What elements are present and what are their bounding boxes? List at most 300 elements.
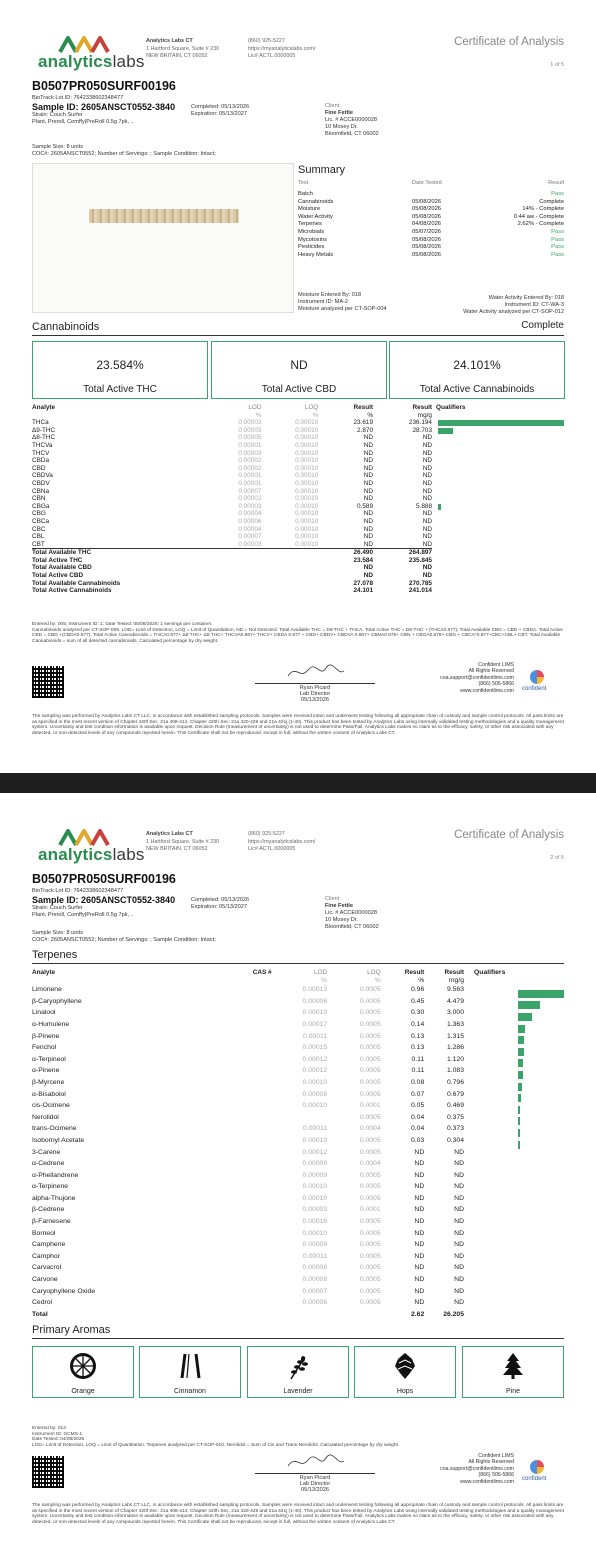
total-mg: ND: [422, 572, 432, 580]
moisture-info: [298, 292, 387, 313]
pine-icon: [498, 1351, 528, 1381]
cas-value: [220, 1262, 272, 1274]
client-name: Fine Fettle: [325, 110, 353, 116]
lod-value: 0.00010: [302, 1229, 328, 1237]
col-loq: LOQ: [304, 404, 319, 411]
analyte-name: THCa: [32, 419, 49, 427]
lod-value: 0.00006: [302, 1299, 328, 1307]
analyte-name: Limonene: [32, 986, 62, 994]
completed-date: Completed: 05/13/2026: [191, 104, 250, 110]
lod-value: 0.00010: [302, 1078, 328, 1086]
lod-value: 0.00004: [238, 525, 262, 533]
cas-value: [220, 1019, 272, 1031]
cas-value: [220, 1135, 272, 1147]
lod-value: 0.00003: [238, 449, 262, 457]
total-mg: ND: [422, 564, 432, 572]
confident-brand: confident: [522, 1476, 547, 1482]
analyte-name: CBNa: [32, 487, 50, 495]
analyte-name: Carvone: [32, 1276, 58, 1284]
qualifier-bar: [438, 428, 453, 434]
result-mg: ND: [454, 1160, 464, 1168]
lab-url[interactable]: https://myanalyticslabs.com/: [248, 838, 316, 845]
loq-value: 0.0004: [359, 1160, 381, 1168]
coc-info: COC#: 2605ANSCT0552; Number of Servings: ; Sample Condition: Intact;: [32, 937, 216, 943]
terpene-row: [32, 1274, 464, 1286]
cas-value: [220, 1065, 272, 1077]
confident-line1: Confident LIMS: [478, 662, 514, 668]
confident-phone: (866) 506-5866: [478, 681, 514, 688]
loq-value: 0.0005: [359, 1009, 381, 1017]
lod-value: 0.00010: [302, 1183, 328, 1191]
signature-block: [255, 685, 375, 703]
terpene-row: [32, 984, 464, 996]
wa-entered-by: Water Activity Entered By: 018: [488, 295, 564, 301]
total-pct: 2.62: [411, 1310, 425, 1318]
total-mg: 241.014: [408, 587, 432, 595]
lab-address1: 1 Hartford Square, Suite # 230: [146, 45, 220, 52]
client-city: Bloomfield, CT 06002: [325, 131, 379, 137]
result-pct: 0.11: [411, 1055, 425, 1063]
result-mg: ND: [454, 1299, 464, 1307]
confident-lims-block: [440, 1453, 514, 1485]
result-pct: ND: [414, 1276, 425, 1284]
cannabinoids-title: Cannabinoids: [32, 321, 100, 333]
result-pct: ND: [363, 479, 374, 487]
sample-info: [32, 95, 332, 126]
summary-row: [298, 191, 564, 199]
client-block: [325, 103, 379, 138]
cannabinoids-status: Complete: [521, 320, 564, 331]
lod-value: 0.00003: [238, 426, 262, 434]
summary-row: [298, 199, 564, 207]
cannabinoids-header-row: [32, 404, 432, 412]
total-mg: 26.205: [443, 1310, 464, 1318]
page-number: 2 of 5: [550, 855, 564, 861]
result-pct: 0.07: [411, 1090, 425, 1098]
confident-phone: (866) 506-5866: [478, 1472, 514, 1479]
cas-value: [220, 1286, 272, 1298]
client-label: Client: [325, 103, 340, 109]
loq-value: 0.00010: [295, 441, 319, 449]
aromas-divider: [32, 1338, 564, 1339]
summary-col-date: Date Tested: [412, 180, 442, 186]
loq-value: 0.0001: [359, 1206, 381, 1214]
confident-email[interactable]: coa.support@confidentlims.com: [440, 1465, 514, 1472]
result-mg: 1.315: [446, 1032, 464, 1040]
aroma-pine-label: Pine: [505, 1388, 520, 1395]
analyte-name: Δ9-THC: [32, 426, 56, 434]
terpenes-unit-row: [32, 977, 464, 985]
result-pct: 0.08: [411, 1078, 425, 1086]
confident-line1: Confident LIMS: [478, 1453, 514, 1459]
lab-address: [146, 831, 219, 854]
result-pct: ND: [363, 540, 374, 548]
loq-value: 0.0005: [359, 1055, 381, 1063]
qualifier-bar: [438, 504, 441, 510]
summary-date: 05/08/2026: [412, 213, 442, 220]
summary-result: Complete: [539, 198, 564, 205]
cas-value: [220, 1297, 272, 1309]
terpene-row: [32, 996, 464, 1008]
result-pct: 0.05: [411, 1102, 425, 1110]
result-pct: ND: [414, 1218, 425, 1226]
cas-value: [220, 1089, 272, 1101]
loq-value: 0.0005: [359, 1287, 381, 1295]
analyte-name: β-Pinene: [32, 1032, 60, 1040]
summary-result: Pass: [551, 228, 564, 235]
summary-result: Pass: [551, 236, 564, 243]
signer-name: Ryan Picard: [299, 685, 331, 691]
loq-value: 0.0005: [359, 1299, 381, 1307]
logo-text: analyticslabs: [38, 845, 145, 864]
result-mg: 1.286: [446, 1044, 464, 1052]
analyte-name: CBC: [32, 525, 46, 533]
lod-value: 0.00007: [238, 487, 262, 495]
lod-value: 0.00012: [302, 1148, 328, 1156]
result-mg: 5.888: [416, 502, 432, 510]
signature-line: [255, 1473, 375, 1474]
cas-value: [220, 1007, 272, 1019]
client-name: Fine Fettle: [325, 903, 353, 909]
result-mg: ND: [454, 1206, 464, 1214]
analyte-name: α-Terpinene: [32, 1183, 69, 1191]
result-mg: 4.479: [446, 997, 464, 1005]
lod-value: 0.00005: [238, 434, 262, 442]
aroma-hops: [354, 1346, 456, 1398]
analyte-name: Camphene: [32, 1241, 66, 1249]
terpene-row: [32, 1228, 464, 1240]
loq-value: 0.0005: [359, 1113, 381, 1121]
lod-value: 0.00008: [302, 1090, 328, 1098]
cannabinoid-row: [32, 503, 432, 511]
terpene-row: [32, 1135, 464, 1147]
lod-value: 0.00003: [238, 419, 262, 427]
result-pct: 0.04: [411, 1125, 425, 1133]
cannabinoids-unit-row: [32, 412, 432, 420]
result-pct: ND: [414, 1206, 425, 1214]
total-thc-label: Total Active THC: [83, 384, 157, 395]
qualifier-bar: [518, 1025, 525, 1033]
strain: Strain: Couch Surfer: [32, 112, 83, 118]
client-license: Lic. # ACCE0000028: [325, 910, 377, 916]
loq-value: 0.00010: [295, 525, 319, 533]
loq-value: 0.00010: [295, 540, 319, 548]
lavender-icon: [283, 1351, 313, 1381]
cas-value: [220, 1112, 272, 1124]
result-mg: ND: [422, 487, 432, 495]
result-pct: 0.13: [411, 1044, 425, 1052]
lod-value: 0.00012: [302, 1055, 328, 1063]
result-pct: ND: [414, 1148, 425, 1156]
total-mg: 264.897: [408, 549, 432, 557]
terpene-row: [32, 1089, 464, 1101]
confident-url[interactable]: www.confidentlims.com: [460, 687, 514, 694]
result-mg: ND: [422, 434, 432, 442]
analyte-name: CBCa: [32, 517, 50, 525]
summary-date: 05/08/2026: [412, 198, 442, 205]
cannabinoid-total-row: [32, 572, 432, 580]
lod-value: 0.00001: [238, 441, 262, 449]
loq-value: 0.00010: [295, 457, 319, 465]
analyte-name: Cedrol: [32, 1299, 53, 1307]
result-pct: 0.45: [411, 997, 425, 1005]
analyte-name: Camphor: [32, 1252, 60, 1260]
lod-value: 0.00006: [238, 517, 262, 525]
col-loq: LOQ: [367, 969, 381, 976]
logo-text: analyticslabs: [38, 52, 145, 71]
result-pct: 0.11: [411, 1067, 425, 1075]
result-mg: ND: [454, 1194, 464, 1202]
total-pct: ND: [363, 564, 374, 572]
aroma-pine: [462, 1346, 564, 1398]
lod-value: 0.00010: [302, 1102, 328, 1110]
result-mg: ND: [454, 1276, 464, 1284]
col-result-pct: Result: [353, 404, 374, 411]
cas-value: [220, 1228, 272, 1240]
cas-value: [220, 1170, 272, 1182]
qualifier-bar: [518, 1141, 520, 1149]
sample-size-block: [32, 144, 216, 158]
lab-phone: (860) 925-5227: [248, 38, 285, 44]
cannabinoid-row: [32, 465, 432, 473]
confident-email[interactable]: coa.support@confidentlims.com: [440, 674, 514, 681]
summary-row: [298, 221, 564, 229]
result-mg: ND: [422, 464, 432, 472]
summary-result: Pass: [551, 244, 564, 251]
analyte-name: α-Cedrene: [32, 1160, 65, 1168]
terpene-row: [32, 1262, 464, 1274]
loq-value: 0.0004: [359, 1125, 381, 1133]
total-cbd-value: ND: [290, 358, 308, 372]
result-mg: ND: [422, 472, 432, 480]
result-pct: ND: [363, 533, 374, 541]
summary-table: [298, 191, 564, 259]
cannabinoid-row: [32, 442, 432, 450]
qualifier-bar: [518, 1013, 532, 1021]
cannabinoid-row: [32, 488, 432, 496]
signature-icon: [286, 662, 346, 682]
cas-value: [220, 1100, 272, 1112]
col-qualifiers: Qualifiers: [436, 404, 466, 411]
loq-value: 0.0005: [359, 1044, 381, 1052]
analyte-name: Δ8-THC: [32, 434, 56, 442]
summary-date: 05/08/2026: [412, 206, 442, 213]
terpene-row: [32, 1193, 464, 1205]
analyte-name: β-Myrcene: [32, 1078, 65, 1086]
lab-address2: NEW BRITAIN, CT 06052: [146, 53, 208, 59]
terpene-row: [32, 1286, 464, 1298]
aroma-hops-label: Hops: [396, 1388, 414, 1395]
page-number: 1 of 5: [550, 62, 564, 68]
analyte-name: CBGa: [32, 502, 50, 510]
cas-value: [220, 1158, 272, 1170]
summary-result: Pass: [551, 191, 564, 197]
col-lod: LOD: [248, 404, 262, 411]
sample-id: Sample ID: 2605ANSCT0552-3840: [32, 102, 176, 112]
analyte-name: CBL: [32, 533, 45, 541]
lab-license: Lic# ACTL.0000005: [248, 53, 296, 59]
summary-date: 05/08/2026: [412, 244, 442, 251]
result-mg: 1.363: [446, 1020, 464, 1028]
lod-value: 0.00016: [302, 1218, 328, 1226]
logo-mark-icon: [58, 34, 112, 54]
cas-value: [220, 1123, 272, 1135]
loq-value: 0.00010: [295, 419, 319, 427]
analyte-name: Caryophyllene Oxide: [32, 1287, 96, 1295]
disclaimer: The sampling was performed by Analytics Labs CT LLC, in accordance with established sampling protocols. Samples were received intact and underwent testing following all appropriate chain of custody and sample control protocols. All pass limits are as specified in the most recent version of Chapter 420f Sec. 21a 408-414, Chapter 420h Sec. 21a 420-429 and 21a 421j (1-40). This product has been tested by Analytics Labs using internally validated testing methodologies and a quality management system. Uncertainty and test condition information is available upon request. Decision Rule (measurement of uncertainty) is not used to determine Pass/Fail. Analytics Labs makes no claim as to the efficacy, safety, or other risk associated with any detected, or non-detected levels of any compounds reported herein. This Certificate shall not be reproduced, except in full, without the written consent of Analytics Labs CT.: [32, 1503, 564, 1525]
loq-value: 0.00010: [295, 449, 319, 457]
result-pct: 0.589: [357, 502, 374, 510]
result-mg: 0.304: [446, 1136, 464, 1144]
lod-value: 0.00009: [302, 1241, 328, 1249]
qr-code-icon[interactable]: [32, 1456, 64, 1488]
result-pct: ND: [414, 1194, 425, 1202]
water-activity-info: [463, 295, 564, 316]
moisture-entered-by: Moisture Entered By: 018: [298, 292, 362, 298]
aromas-title: Primary Aromas: [32, 1324, 111, 1336]
terpenes-note1: Entered by: 013: [32, 1426, 66, 1431]
lab-url[interactable]: https://myanalyticslabs.com/: [248, 45, 316, 52]
col-result-pct: Result: [404, 969, 425, 976]
terpene-row: [32, 1239, 464, 1251]
cannabinoid-total-row: [32, 564, 432, 572]
total-thc-box: [32, 341, 208, 399]
result-pct: ND: [414, 1287, 425, 1295]
loq-value: 0.0005: [359, 1218, 381, 1226]
summary-col-test: Test: [298, 180, 309, 186]
result-pct: ND: [363, 510, 374, 518]
lab-name: Analytics Labs CT: [146, 38, 193, 44]
expiration-date: Expiration: 05/13/2027: [191, 111, 247, 117]
loq-value: 0.00010: [295, 517, 319, 525]
result-mg: 0.373: [446, 1125, 464, 1133]
product: Plant, Preroll, Comffy|PreRoll 0.5g 7pk, ..: [32, 119, 134, 125]
terpene-total-row: [32, 1309, 464, 1321]
confident-logo-icon: [530, 1460, 544, 1474]
result-mg: 0.469: [446, 1102, 464, 1110]
signature-block: [255, 1475, 375, 1493]
cas-value: [220, 1239, 272, 1251]
client-block: [325, 896, 379, 931]
cannabinoid-row: [32, 510, 432, 518]
lod-value: 0.00003: [302, 1206, 328, 1214]
cas-value: [220, 1204, 272, 1216]
result-mg: ND: [454, 1148, 464, 1156]
analyte-name: CBDVa: [32, 472, 53, 480]
terpenes-header-row: [32, 969, 464, 977]
summary-row: [298, 206, 564, 214]
lod-value: 0.00010: [302, 1194, 328, 1202]
terpene-row: [32, 1054, 464, 1066]
cinnamon-icon: [175, 1351, 205, 1381]
result-mg: ND: [454, 1218, 464, 1226]
cannabinoid-row: [32, 427, 432, 435]
wa-instrument: Instrument ID: CT-WA-3: [504, 302, 564, 308]
total-name: Total Active THC: [32, 556, 83, 564]
qualifier-bar: [518, 1094, 521, 1102]
lab-address1: 1 Hartford Square, Suite # 230: [146, 838, 220, 845]
terpene-row: [32, 1204, 464, 1216]
unit-loq: %: [374, 976, 381, 984]
analyte-name: Linalool: [32, 1009, 56, 1017]
loq-value: 0.0005: [359, 1183, 381, 1191]
moisture-sop: Moisture analyzed per CT-SOP-004: [298, 306, 387, 312]
confident-url[interactable]: www.confidentlims.com: [460, 1478, 514, 1485]
terpene-row: [32, 1216, 464, 1228]
total-cbd-box: [211, 341, 387, 399]
terpene-row: [32, 1077, 464, 1089]
cannabinoid-total-row: [32, 587, 432, 595]
aroma-lavender-label: Lavender: [283, 1388, 313, 1395]
confident-lims-block: [440, 662, 514, 694]
hops-icon: [390, 1351, 420, 1381]
terpenes-divider: [32, 963, 564, 964]
result-mg: 1.120: [446, 1055, 464, 1063]
orange-icon: [68, 1351, 98, 1381]
sample-info: [32, 888, 332, 919]
lod-value: 0.00003: [238, 540, 262, 548]
result-mg: ND: [422, 479, 432, 487]
qualifier-bar: [518, 1117, 520, 1125]
summary-test: Pesticides: [298, 244, 325, 251]
result-pct: 0.04: [411, 1113, 425, 1121]
result-mg: 9.563: [446, 986, 464, 994]
summary-result: 2.62% - Complete: [517, 221, 564, 228]
cannabinoid-row: [32, 533, 432, 541]
lod-value: 0.00015: [302, 1044, 328, 1052]
terpene-row: [32, 1170, 464, 1182]
result-mg: 0.679: [446, 1090, 464, 1098]
cas-value: [220, 1181, 272, 1193]
analyte-name: cis-Ocimene: [32, 1102, 70, 1110]
result-pct: 0.30: [411, 1009, 425, 1017]
result-pct: ND: [363, 457, 374, 465]
loq-value: 0.00010: [295, 487, 319, 495]
loq-value: 0.0005: [359, 1136, 381, 1144]
result-pct: 0.96: [411, 986, 425, 994]
lod-value: 0.00011: [303, 1125, 328, 1133]
result-pct: ND: [363, 449, 374, 457]
cas-value: [220, 1042, 272, 1054]
lod-value: 0.00007: [302, 1287, 328, 1295]
wa-sop: Water Activity analyzed per CT-SOP-012: [463, 309, 564, 315]
analyte-name: CBT: [32, 540, 45, 548]
summary-row: [298, 252, 564, 260]
result-mg: ND: [454, 1287, 464, 1295]
qr-code-icon[interactable]: [32, 666, 64, 698]
result-pct: ND: [363, 525, 374, 533]
qualifier-bar: [518, 990, 564, 998]
result-mg: ND: [454, 1241, 464, 1249]
cannabinoids-note1: Entered by: 005; Instrument ID: 1; Date Tested: 05/08/2026; 1 servings per container.: [32, 622, 213, 627]
terpene-row: [32, 1065, 464, 1077]
loq-value: 0.0005: [359, 1067, 381, 1075]
unit-loq: %: [312, 411, 319, 419]
analyte-name: THCV: [32, 449, 50, 457]
batch-id: B0507PR050SURF00196: [32, 872, 176, 886]
cannabinoid-row: [32, 526, 432, 534]
product-photo: [32, 163, 294, 313]
result-mg: ND: [454, 1183, 464, 1191]
product: Plant, Preroll, Comffy|PreRoll 0.5g 7pk, ..: [32, 912, 134, 918]
total-pct: 23.584: [353, 556, 374, 564]
terpenes-table: [32, 969, 464, 1320]
sample-size-block: [32, 930, 216, 944]
summary-test: Moisture: [298, 206, 321, 213]
col-qualifiers: Qualifiers: [474, 969, 506, 976]
total-pct: ND: [363, 572, 374, 580]
confident-brand: confident: [522, 686, 547, 692]
